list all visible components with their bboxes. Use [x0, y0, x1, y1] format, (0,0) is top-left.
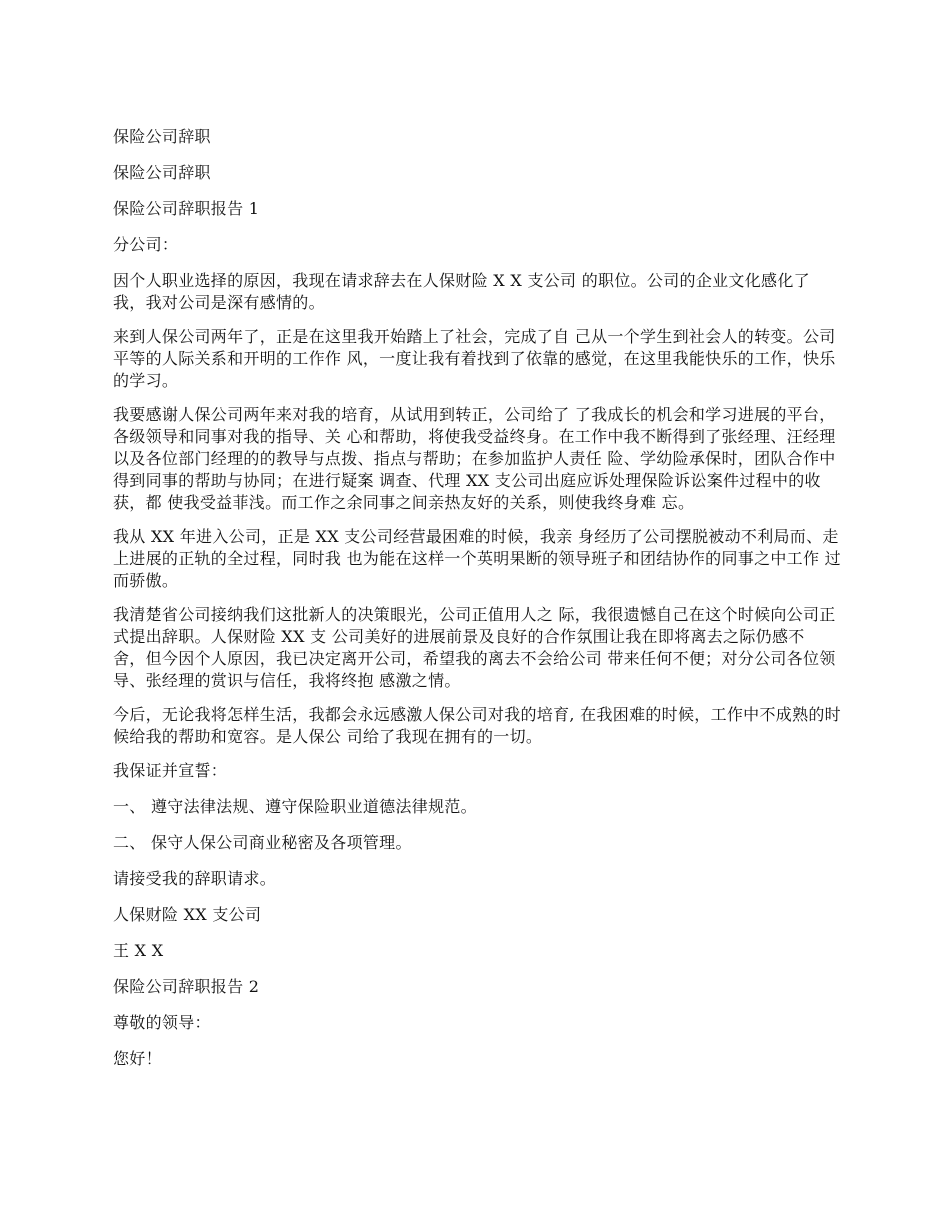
- body-paragraph: 我清楚省公司接纳我们这批新人的决策眼光，公司正值用人之 际，我很遗憾自己在这个时候向公司正式提出辞职。人保财险 XX 支 公司美好的进展前景及良好的合作氛围让我在即将离去之际仍感不 舍，但今因个人原因，我已决定离开公司，希望我的离去不会给公司 带来任何不便；对分公司各位领导、张经理的赏识与信任，我将终抱 感激之情。: [113, 605, 836, 690]
- body-paragraph: 我要感谢人保公司两年来对我的培育，从试用到转正，公司给了 了我成长的机会和学习进展的平台，各级领导和同事对我的指导、关 心和帮助，将使我受益终身。在工作中我不断得到了张经理、汪经理 以及各位部门经理的的教导与点拨、指点与帮助；在参加监护人责任 险、学幼险承保时，团队合作中得到同事的帮助与协同；在进行疑案 调查、代理 XX 支公司出庭应诉处理保险诉讼案件过程中的收获，都 使我受益菲浅。而工作之余同事之间亲热友好的关系，则使我终身难 忘。: [113, 405, 836, 512]
- pledge-item: 一、 遵守法律法规、遵守保险职业道德法律规范。: [113, 797, 477, 816]
- pledge-heading: 我保证并宣誓：: [113, 761, 228, 780]
- greeting: 您好！: [113, 1049, 162, 1068]
- salutation: 分公司：: [113, 235, 179, 254]
- body-paragraph: 我从 XX 年进入公司，正是 XX 支公司经营最困难的时候，我亲 身经历了公司摆脱被动不利局而、走上进展的正轨的全过程，同时我 也为能在这样一个英明果断的领导班子和团结协作的同事之中工作 过而骄傲。: [113, 527, 841, 590]
- report-heading-2: 保险公司辞职报告 2: [113, 977, 260, 996]
- document-page: [113, 126, 841, 1084]
- body-paragraph: 因个人职业选择的原因，我现在请求辞去在人保财险 X X 支公司 的职位。公司的企业文化感化了我，我对公司是深有感情的。: [113, 271, 810, 312]
- doc-subtitle: 保险公司辞职: [113, 163, 211, 182]
- doc-title: 保险公司辞职: [113, 127, 211, 146]
- pledge-item: 二、 保守人保公司商业秘密及各项管理。: [113, 833, 412, 852]
- salutation-2: 尊敬的领导：: [113, 1013, 211, 1032]
- signature-name: 王 X X: [113, 941, 164, 960]
- signature-company: 人保财险 XX 支公司: [113, 905, 262, 924]
- report-heading-1: 保险公司辞职报告 1: [113, 199, 260, 218]
- body-paragraph: 来到人保公司两年了，正是在这里我开始踏上了社会，完成了自 己从一个学生到社会人的转变。公司平等的人际关系和开明的工作作 风，一度让我有着找到了依靠的感觉，在这里我能快乐的工作，快乐 的学习。: [113, 327, 836, 390]
- closing-request: 请接受我的辞职请求。: [113, 869, 277, 888]
- body-paragraph: 今后，无论我将怎样生活，我都会永远感激人保公司对我的培育, 在我困难的时候，工作中不成熟的时候给我的帮助和宽容。是人保公 司给了我现在拥有的一切。: [113, 705, 841, 746]
